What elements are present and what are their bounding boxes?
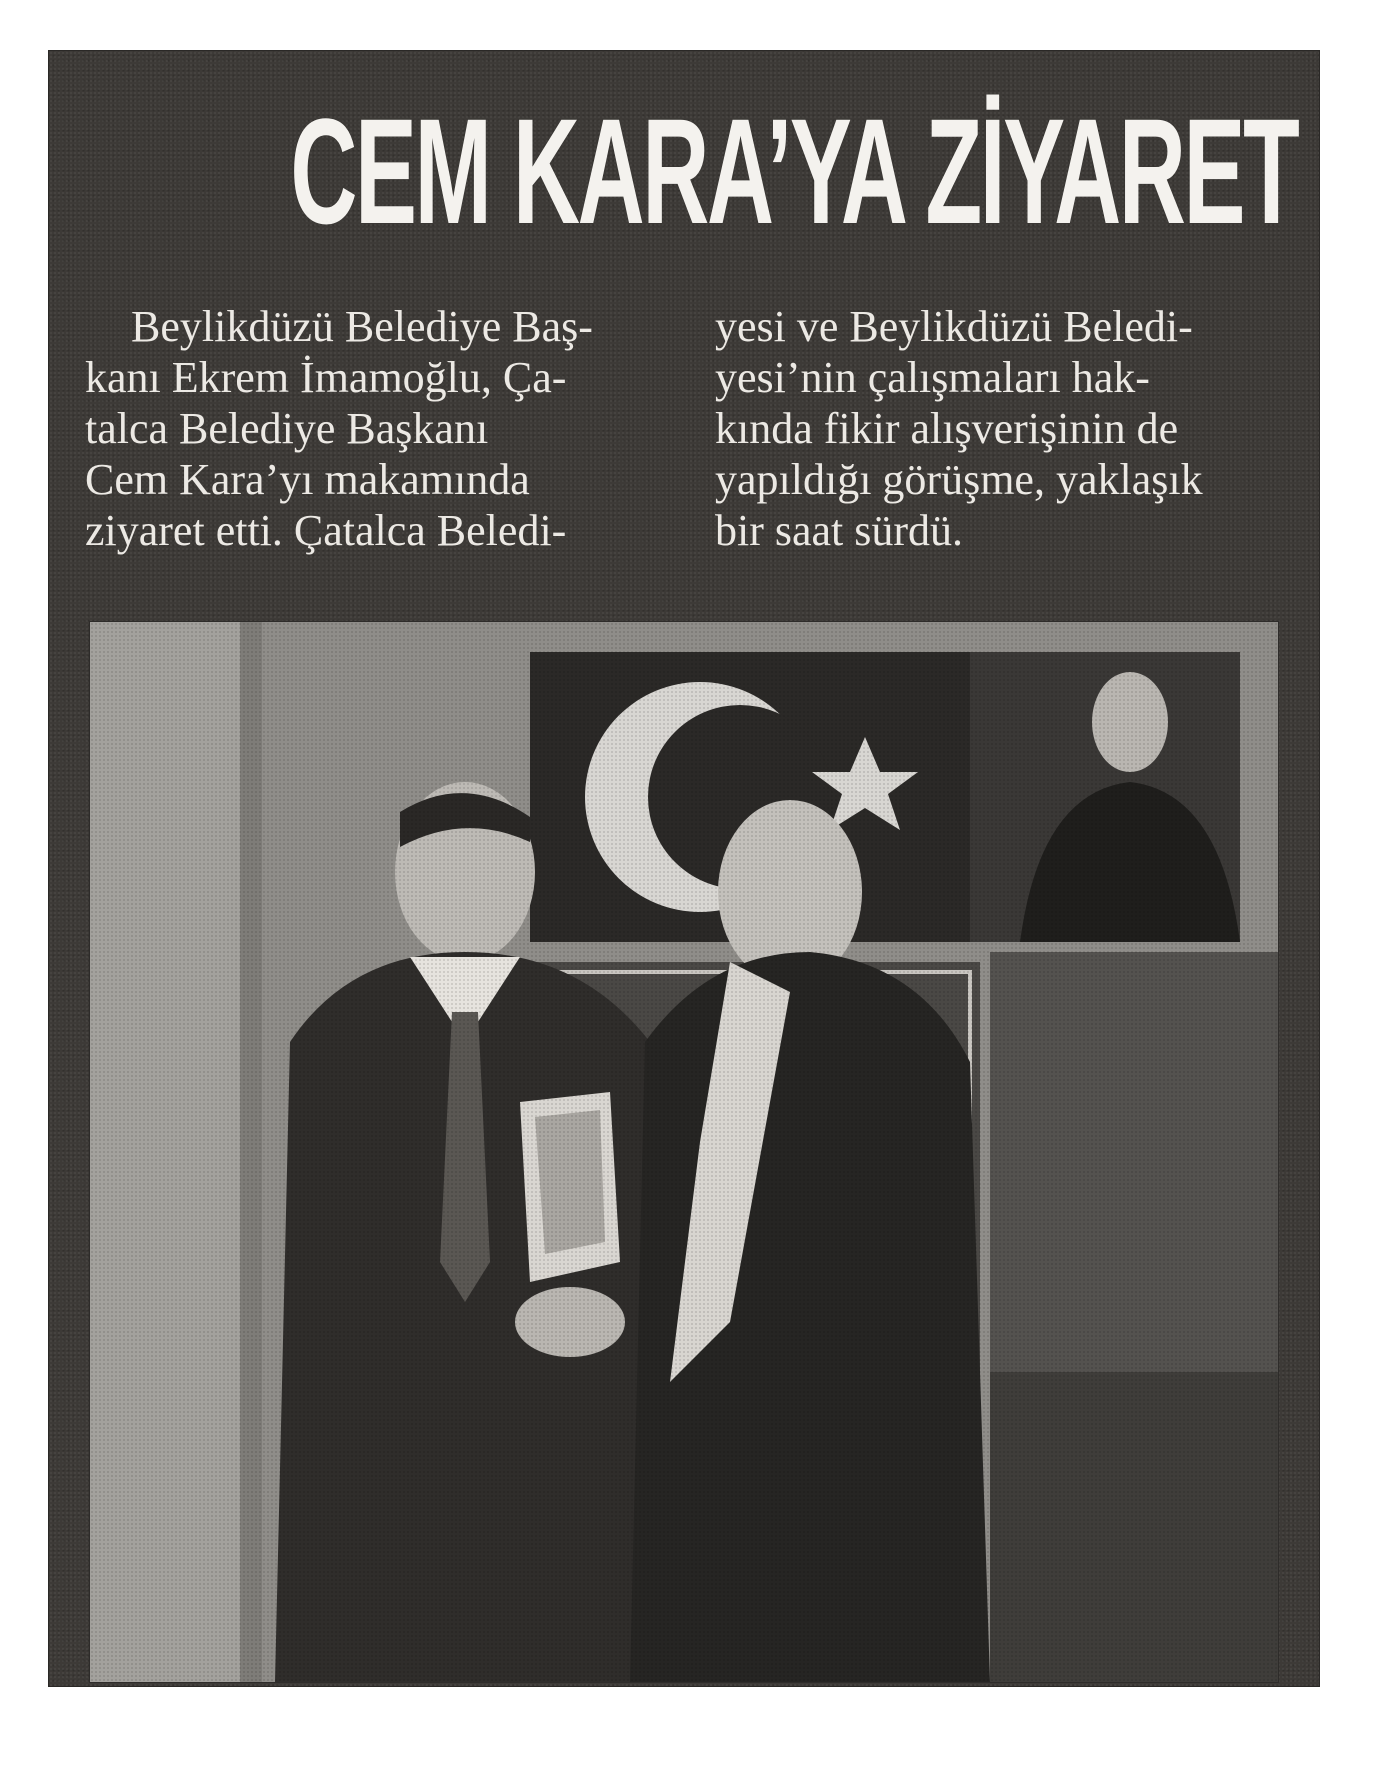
article-line: ziyaret etti. Çatalca Beledi- — [85, 506, 567, 555]
article-line: yapıldığı görüşme, yaklaşık — [715, 455, 1203, 504]
article-column-right — [715, 301, 1203, 556]
press-photo-icon — [90, 622, 1278, 1682]
article-line: yesi ve Beylikdüzü Beledi- — [715, 302, 1193, 351]
article-line: kanı Ekrem İmamoğlu, Ça- — [85, 353, 567, 402]
headline: CEM KARA’YA ZİYARET — [290, 87, 1298, 255]
article-line: yesi’nin çalışmaları hak- — [715, 353, 1150, 402]
news-photo — [89, 621, 1279, 1683]
article-line: Beylikdüzü Belediye Baş- — [131, 302, 593, 351]
article-line: Cem Kara’yı makamında — [85, 455, 530, 504]
article-column-left — [85, 301, 593, 556]
article-line: bir saat sürdü. — [715, 506, 964, 555]
article-line: kında fikir alışverişinin de — [715, 404, 1179, 453]
newspaper-clipping — [48, 50, 1320, 1687]
article-line: talca Belediye Başkanı — [85, 404, 489, 453]
